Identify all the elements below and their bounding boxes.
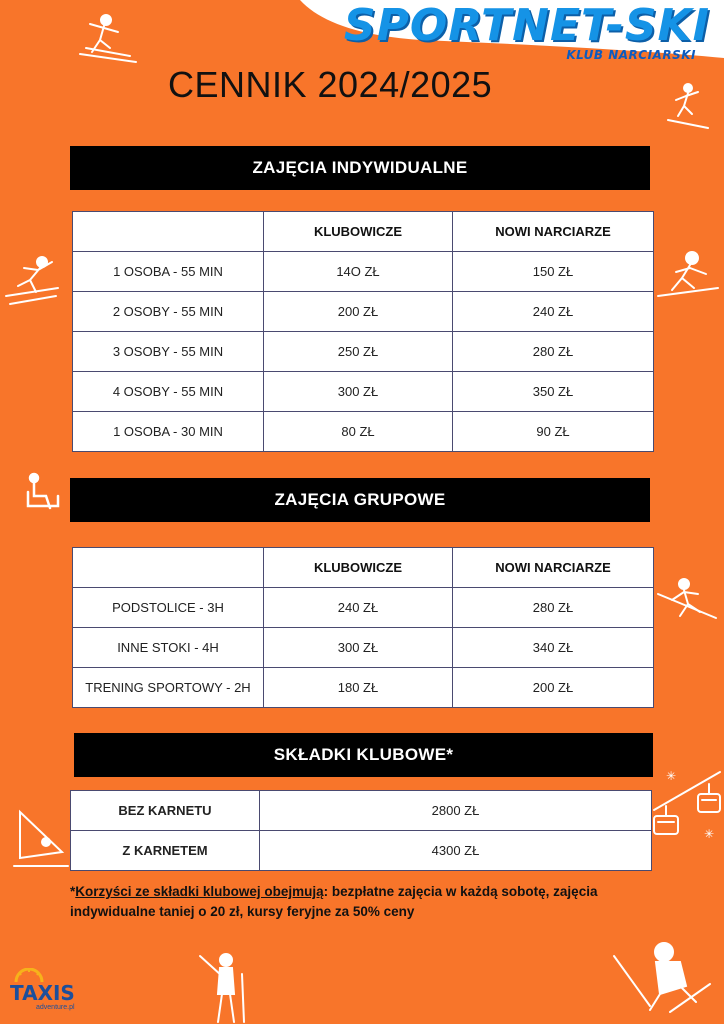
price-club: 300 ZŁ: [264, 628, 453, 668]
table-row: [73, 668, 654, 708]
footnote-underlined: Korzyści ze składki klubowej obejmują: [75, 884, 324, 899]
price-club: 240 ZŁ: [264, 588, 453, 628]
price-club: 80 ZŁ: [264, 412, 453, 452]
table-row: [73, 628, 654, 668]
table-header-cell: KLUBOWICZE: [264, 548, 453, 588]
taxis-logo: [10, 968, 90, 1011]
table-row: [73, 252, 654, 292]
price-club: 250 ZŁ: [264, 332, 453, 372]
table-header-row: [73, 212, 654, 252]
row-label: 2 OSOBY - 55 MIN: [73, 292, 264, 332]
price-new: 200 ZŁ: [453, 668, 654, 708]
skier-icon: [652, 248, 722, 308]
row-label: PODSTOLICE - 3H: [73, 588, 264, 628]
chairlift-icon: [20, 472, 64, 516]
row-label: TRENING SPORTOWY - 2H: [73, 668, 264, 708]
table-header-cell: [73, 212, 264, 252]
snowflake-icon: ✳: [666, 769, 677, 783]
price-new: 150 ZŁ: [453, 252, 654, 292]
hiker-icon: [196, 950, 256, 1024]
table-row: [73, 332, 654, 372]
price-new: 280 ZŁ: [453, 332, 654, 372]
section-title-group: ZAJĘCIA GRUPOWE: [70, 478, 650, 522]
windsurfer-icon: [12, 808, 72, 872]
footnote-text: : bezpłatne zajęcia w każdą sobotę, zajęcia indywidualne taniej o 20 zł, kursy feryjne za 50% ceny: [70, 884, 598, 919]
ski-jumper-icon: [664, 80, 714, 130]
row-label: INNE STOKI - 4H: [73, 628, 264, 668]
table-header-cell: NOWI NARCIARZE: [453, 548, 654, 588]
row-label: 3 OSOBY - 55 MIN: [73, 332, 264, 372]
row-label: BEZ KARNETU: [71, 791, 260, 831]
price-club: 200 ZŁ: [264, 292, 453, 332]
individual-price-table: [72, 211, 654, 452]
snowflake-icon: ✳: [704, 827, 715, 841]
cable-car-icon: [652, 766, 722, 844]
logo-sub-text: KLUB NARCIARSKI: [566, 48, 696, 62]
skier-icon: [610, 936, 714, 1020]
price-new: 90 ZŁ: [453, 412, 654, 452]
fee-value: 2800 ZŁ: [260, 791, 652, 831]
skier-icon: [70, 10, 140, 65]
table-header-cell: KLUBOWICZE: [264, 212, 453, 252]
group-price-table: [72, 547, 654, 708]
page-title: CENNIK 2024/2025: [168, 64, 493, 105]
price-new: 240 ZŁ: [453, 292, 654, 332]
row-label: 1 OSOBA - 30 MIN: [73, 412, 264, 452]
sun-icon: [14, 968, 44, 982]
table-row: [73, 372, 654, 412]
price-club: 14O ZŁ: [264, 252, 453, 292]
table-header-row: [73, 548, 654, 588]
table-header-cell: NOWI NARCIARZE: [453, 212, 654, 252]
section-title-individual: ZAJĘCIA INDYWIDUALNE: [70, 146, 650, 190]
skier-icon: [2, 252, 62, 312]
row-label: 4 OSOBY - 55 MIN: [73, 372, 264, 412]
taxis-logo-url: adventure.pl: [36, 1004, 75, 1011]
table-row: [73, 292, 654, 332]
row-label: Z KARNETEM: [71, 831, 260, 871]
table-row: [71, 791, 652, 831]
section-title-club-fees: SKŁADKI KLUBOWE*: [74, 733, 653, 777]
taxis-logo-text: TAXIS: [10, 981, 75, 1005]
table-row: [73, 588, 654, 628]
sportnet-ski-logo: [310, 0, 710, 62]
price-club: 300 ZŁ: [264, 372, 453, 412]
logo-main-text: SPORTNET-SKI: [343, 0, 710, 51]
row-label: 1 OSOBA - 55 MIN: [73, 252, 264, 292]
skier-icon: [654, 574, 720, 634]
fee-value: 4300 ZŁ: [260, 831, 652, 871]
table-header-cell: [73, 548, 264, 588]
price-club: 180 ZŁ: [264, 668, 453, 708]
club-fees-table: [70, 790, 652, 871]
table-row: [73, 412, 654, 452]
price-new: 340 ZŁ: [453, 628, 654, 668]
footnote-marker: *: [70, 884, 76, 899]
price-new: 280 ZŁ: [453, 588, 654, 628]
footnote: [70, 882, 652, 922]
price-new: 350 ZŁ: [453, 372, 654, 412]
table-row: [71, 831, 652, 871]
